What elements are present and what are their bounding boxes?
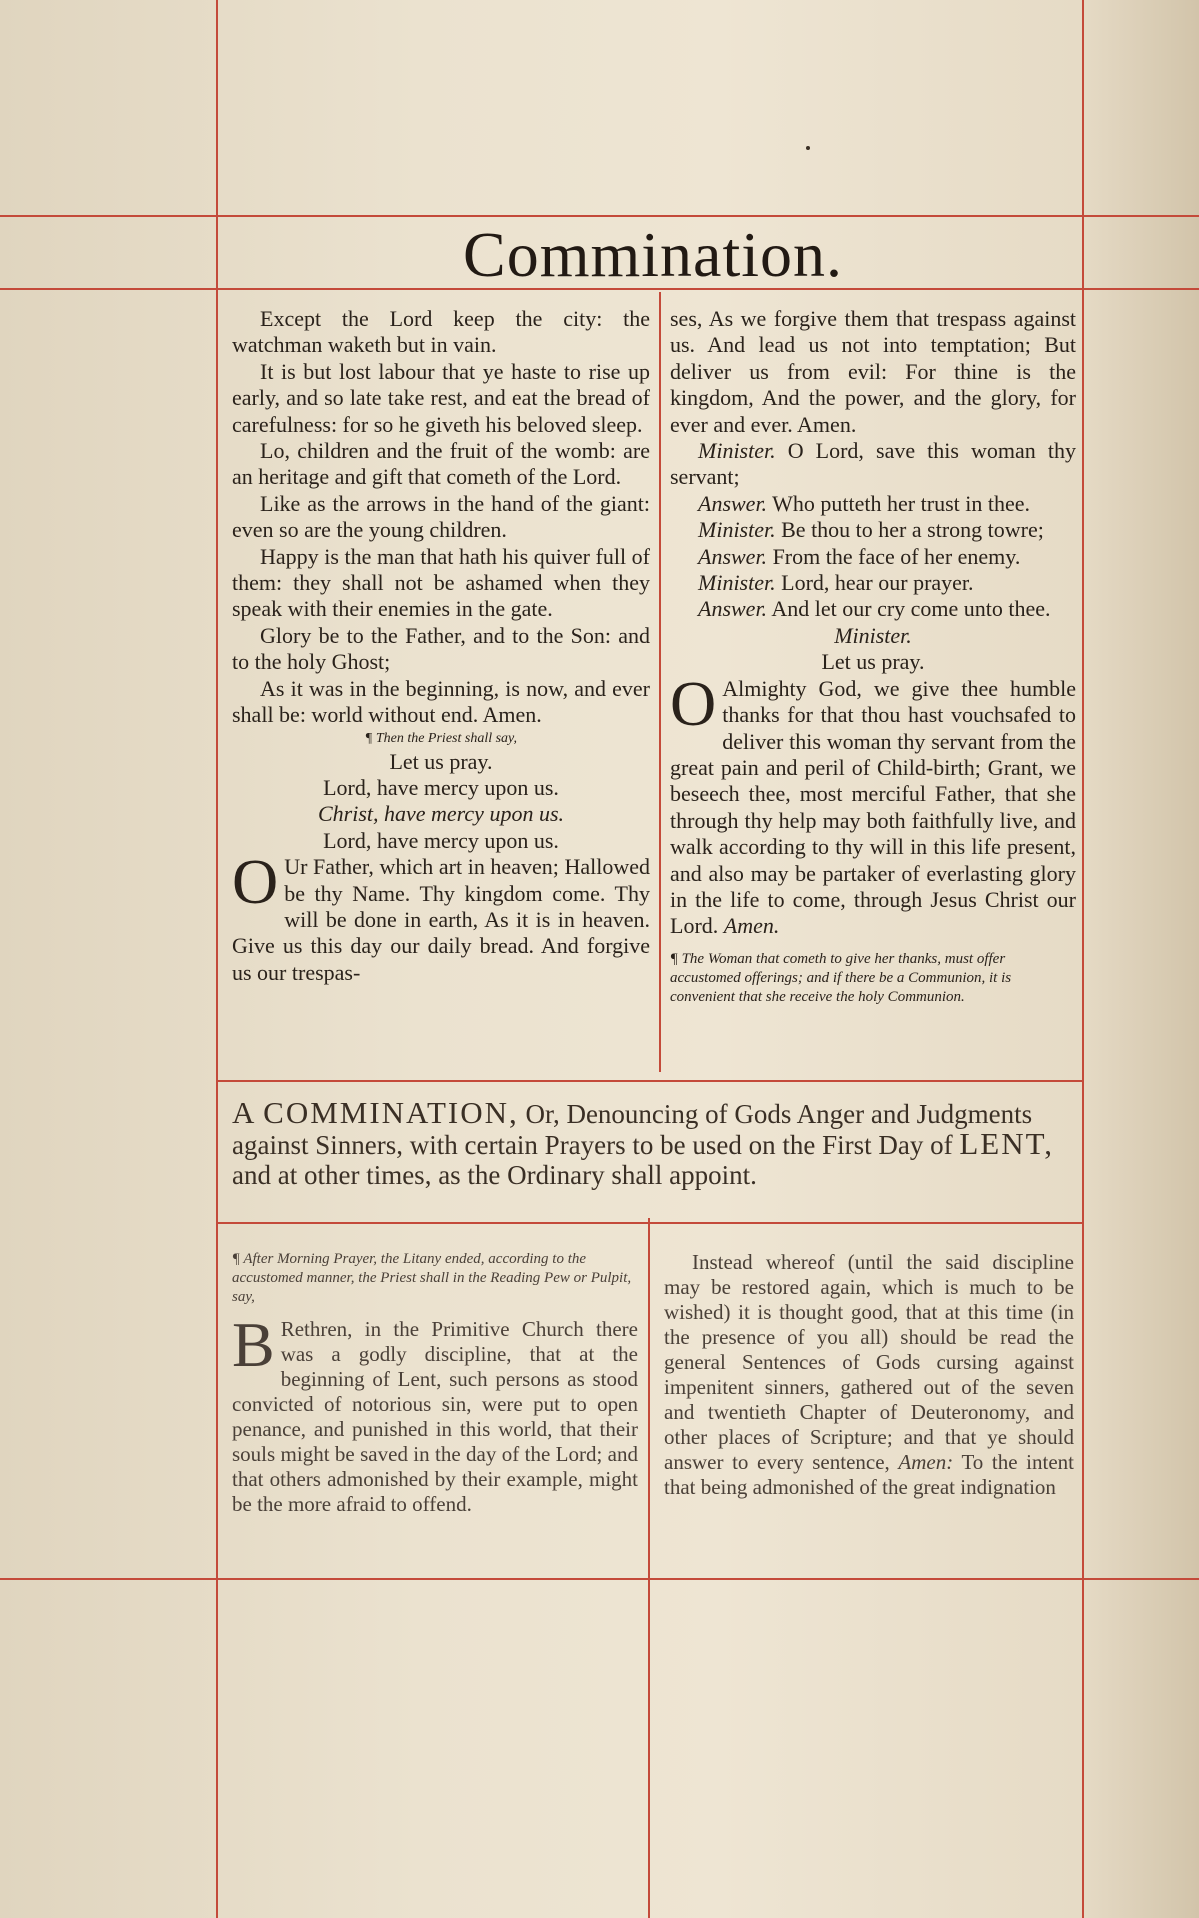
- kyrie-line: Lord, have mercy upon us.: [323, 774, 559, 800]
- versicle: [670, 544, 1076, 570]
- versicle: [670, 491, 1076, 517]
- heading-commination: COMMINATION,: [263, 1095, 519, 1130]
- heading-text-2: and at other times, as the Ordinary shall appoint.: [232, 1160, 757, 1190]
- page-title: Commination.: [463, 219, 843, 290]
- versicle: [670, 596, 1076, 622]
- versicle-speaker: Answer.: [698, 596, 768, 622]
- collect-text: Almighty God, we give thee humble thanks for that thou hast vouchsafed to deliver this woman thy servant from the great pain and peril of Child-birth; Grant, we beseech thee, most merciful Father, that she through thy help may both faithfully live, and walk according to thy will in this life present, and also may be partaker of everlasting glory in the life to come, through Jesus Christ our Lord.: [670, 675, 1076, 939]
- psalm-verse: Happy is the man that hath his quiver full of them: they shall not be ashamed when they speak with their enemies in the gate.: [232, 543, 650, 622]
- versicle-speaker: Answer.: [698, 490, 768, 516]
- versicle-text: From the face of her enemy.: [772, 543, 1021, 569]
- collect-amen: Amen.: [723, 913, 780, 939]
- versicle: [670, 570, 1076, 596]
- exhortation-text: Rethren, in the Primitive Church there was a godly discipline, that at the beginning of Lent, such persons as stood convicted of notorious sin, were put to open penance, and punished in this world, that their souls might be saved in the day of the Lord; and that others admonished by their example, might be the more afraid to offend.: [232, 1317, 638, 1516]
- gloria-verse: Glory be to the Father, and to the Son: and to the holy Ghost;: [232, 622, 650, 675]
- let-us-pray: Let us pray.: [821, 649, 925, 675]
- drop-cap: O: [232, 846, 279, 918]
- rule-top-1: [0, 215, 1199, 217]
- let-us-pray: Let us pray.: [389, 748, 493, 774]
- psalm-verse: Except the Lord keep the city: the watchman waketh but in vain.: [232, 306, 650, 358]
- psalm-verse: Lo, children and the fruit of the womb: are an heritage and gift that cometh of the Lord.: [232, 438, 650, 490]
- lower-left-column: [232, 1250, 638, 1517]
- psalm-verse: Like as the arrows in the hand of the giant: even so are the young children.: [232, 490, 650, 543]
- exhortation-text-b: To the intent that being admonished of the great indignation: [664, 1450, 1074, 1499]
- kyrie-line: Christ, have mercy upon us.: [317, 801, 565, 827]
- versicle-speaker: Minister.: [698, 438, 776, 464]
- lords-prayer: [232, 846, 650, 986]
- versicle: [670, 517, 1076, 543]
- drop-cap: O: [670, 667, 717, 739]
- versicle: [670, 438, 1076, 491]
- lords-prayer-text: Ur Father, which art in heaven; Hallowed be thy Name. Thy kingdom come. Thy will be done in earth, As it is in heaven. Give us this day our daily bread. And forgive us our trespas-: [232, 854, 650, 985]
- lower-right-column: [664, 1250, 1074, 1500]
- rule-lower-center: [648, 1218, 650, 1918]
- rule-mid: [216, 1080, 1082, 1082]
- versicle-text: Lord, hear our prayer.: [781, 570, 974, 596]
- rubric-priest-say: ¶ Then the Priest shall say,: [365, 730, 517, 746]
- versicle-text: O Lord, save this woman thy servant;: [670, 438, 1076, 490]
- exhortation: [232, 1309, 638, 1517]
- right-column: [670, 306, 1076, 1007]
- exhortation-continued: [664, 1250, 1074, 1500]
- left-column: [232, 306, 650, 986]
- rule-heading-bottom: [216, 1222, 1082, 1224]
- heading-lead: A: [232, 1095, 257, 1130]
- rule-upper-center: [659, 292, 661, 1072]
- rule-lower: [0, 1578, 1199, 1580]
- exhortation-amen: Amen:: [898, 1450, 954, 1474]
- versicle-speaker: Minister.: [698, 570, 776, 596]
- ink-speck: [806, 146, 810, 150]
- heading-lent: LENT,: [959, 1126, 1055, 1161]
- heading-text-1: Or, Denouncing of Gods Anger and Judgments against Sinners, with certain Prayers to be used on the First Day of: [232, 1099, 1033, 1160]
- versicle-speaker: Minister.: [698, 517, 776, 543]
- commination-heading: [232, 1095, 1074, 1190]
- versicle-text: And let our cry come unto thee.: [771, 596, 1051, 622]
- lords-prayer-continued: ses, As we forgive them that trespass against us. And lead us not into temptation; But deliver us from evil: For thine is the kingdom, And the power, and the glory, for ever and ever. Amen.: [670, 306, 1076, 437]
- rubric-offerings: ¶ The Woman that cometh to give her thanks, must offer accustomed offerings; and if there be a Communion, it is convenient that she receive the holy Communion.: [670, 950, 1012, 1005]
- versicle-text: Be thou to her a strong towre;: [781, 517, 1044, 543]
- gloria-verse: As it was in the beginning, is now, and ever shall be: world without end. Amen.: [232, 675, 650, 728]
- psalm-verse: It is but lost labour that ye haste to rise up early, and so late take rest, and eat the bread of carefulness: for so he giveth his beloved sleep.: [232, 358, 650, 437]
- drop-cap: B: [232, 1309, 275, 1380]
- rubric-morning-prayer: ¶ After Morning Prayer, the Litany ended, according to the accustomed manner, the Priest shall in the Reading Pew or Pulpit, say,: [232, 1251, 632, 1305]
- versicle-speaker: Answer.: [698, 543, 768, 569]
- collect: [670, 667, 1076, 940]
- kyrie-line: Lord, have mercy upon us.: [323, 827, 559, 853]
- versicle-text: Who putteth her trust in thee.: [772, 490, 1030, 516]
- minister-label: Minister.: [834, 622, 912, 648]
- exhortation-text-a: Instead whereof (until the said discipline may be restored again, which is much to be wished) it is thought good, that at this time (in the presence of you all) should be read the general Sentences of Gods cursing against impenitent sinners, gathered out of the seven and twentieth Chapter of Deuteronomy, and other places of Scripture; and that ye should answer to every sentence,: [664, 1250, 1074, 1474]
